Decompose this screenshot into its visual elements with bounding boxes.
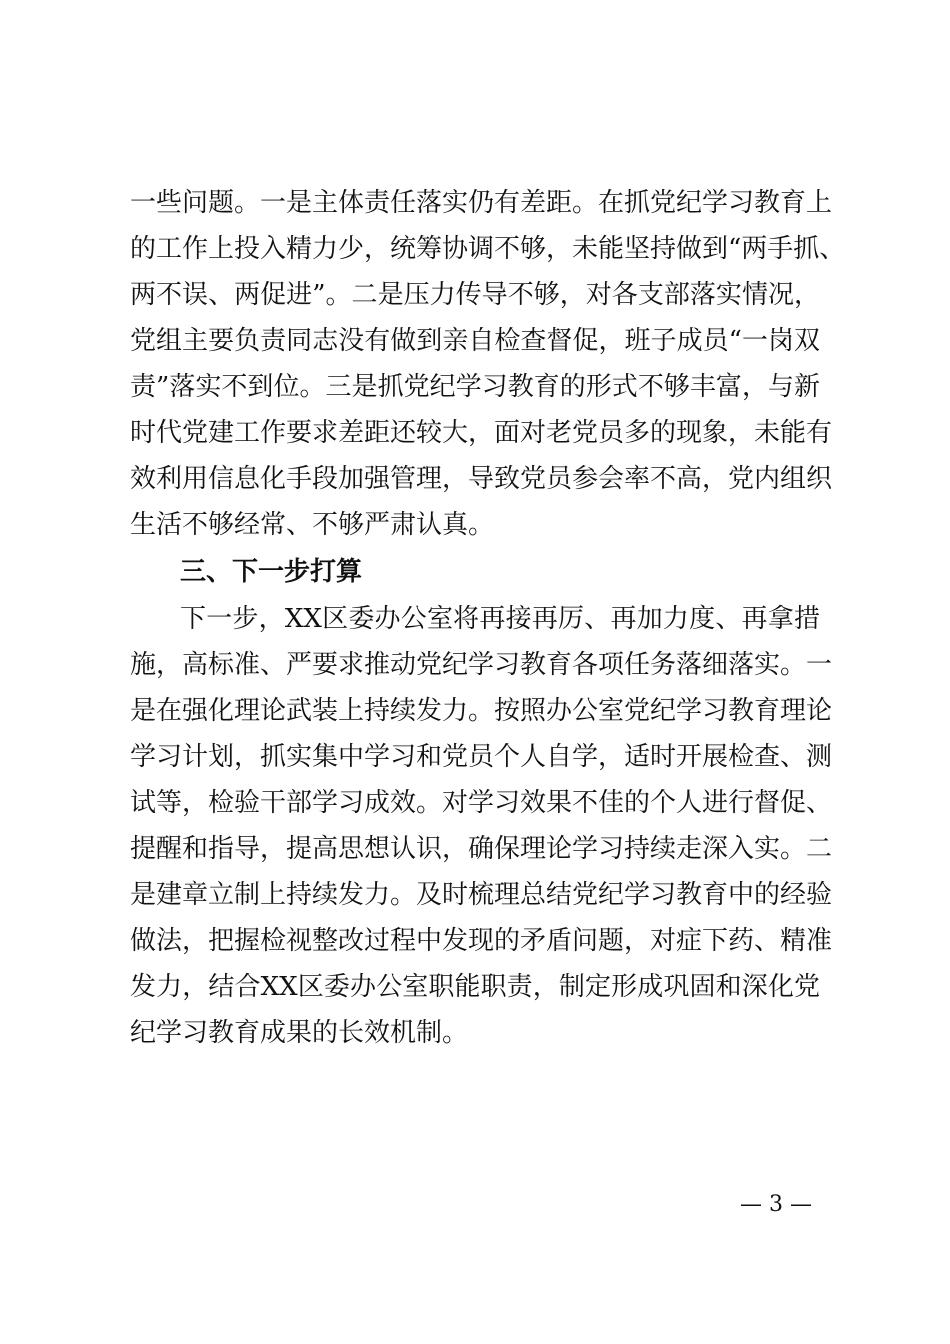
text-line: 两不误、两促进”。二是压力传导不够，对各支部落实情况， [130,280,820,310]
text-line: 时代党建工作要求差距还较大，面对老党员多的现象，未能有 [130,418,833,448]
text-line: 试等，检验干部学习成效。对学习效果不佳的个人进行督促、 [130,788,833,818]
text-line: 纪学习教育成果的长效机制。 [130,1018,469,1048]
page-number: — 3 — [740,1192,812,1217]
text-line: 学习计划，抓实集中学习和党员个人自学，适时开展检查、测 [130,742,833,772]
text-line: 效利用信息化手段加强管理，导致党员参会率不高，党内组织 [130,464,833,494]
text-line: 是建章立制上持续发力。及时梳理总结党纪学习教育中的经验 [130,880,833,910]
text-line: 党组主要负责同志没有做到亲自检查督促，班子成员“一岗双 [130,326,820,356]
text-line: 生活不够经常、不够严肃认真。 [130,510,495,540]
text-line: 提醒和指导，提高思想认识，确保理论学习持续走深入实。二 [130,834,833,864]
text-line: 责”落实不到位。三是抓党纪学习教育的形式不够丰富，与新 [130,372,820,402]
section-heading: 三、下一步打算 [180,557,363,587]
text-line: 发力，结合XX区委办公室职能职责，制定形成巩固和深化党 [130,972,820,1002]
text-line: 是在强化理论武装上持续发力。按照办公室党纪学习教育理论 [130,696,833,726]
text-line: 的工作上投入精力少，统筹协调不够，未能坚持做到“两手抓、 [130,234,846,264]
text-line: 做法，把握检视整改过程中发现的矛盾问题，对症下药、精准 [130,926,833,956]
text-line: 施，高标准、严要求推动党纪学习教育各项任务落细落实。一 [130,650,833,680]
text-line: 下一步，XX区委办公室将再接再厉、再加力度、再拿措 [180,604,820,634]
text-line: 一些问题。一是主体责任落实仍有差距。在抓党纪学习教育上 [130,188,833,218]
